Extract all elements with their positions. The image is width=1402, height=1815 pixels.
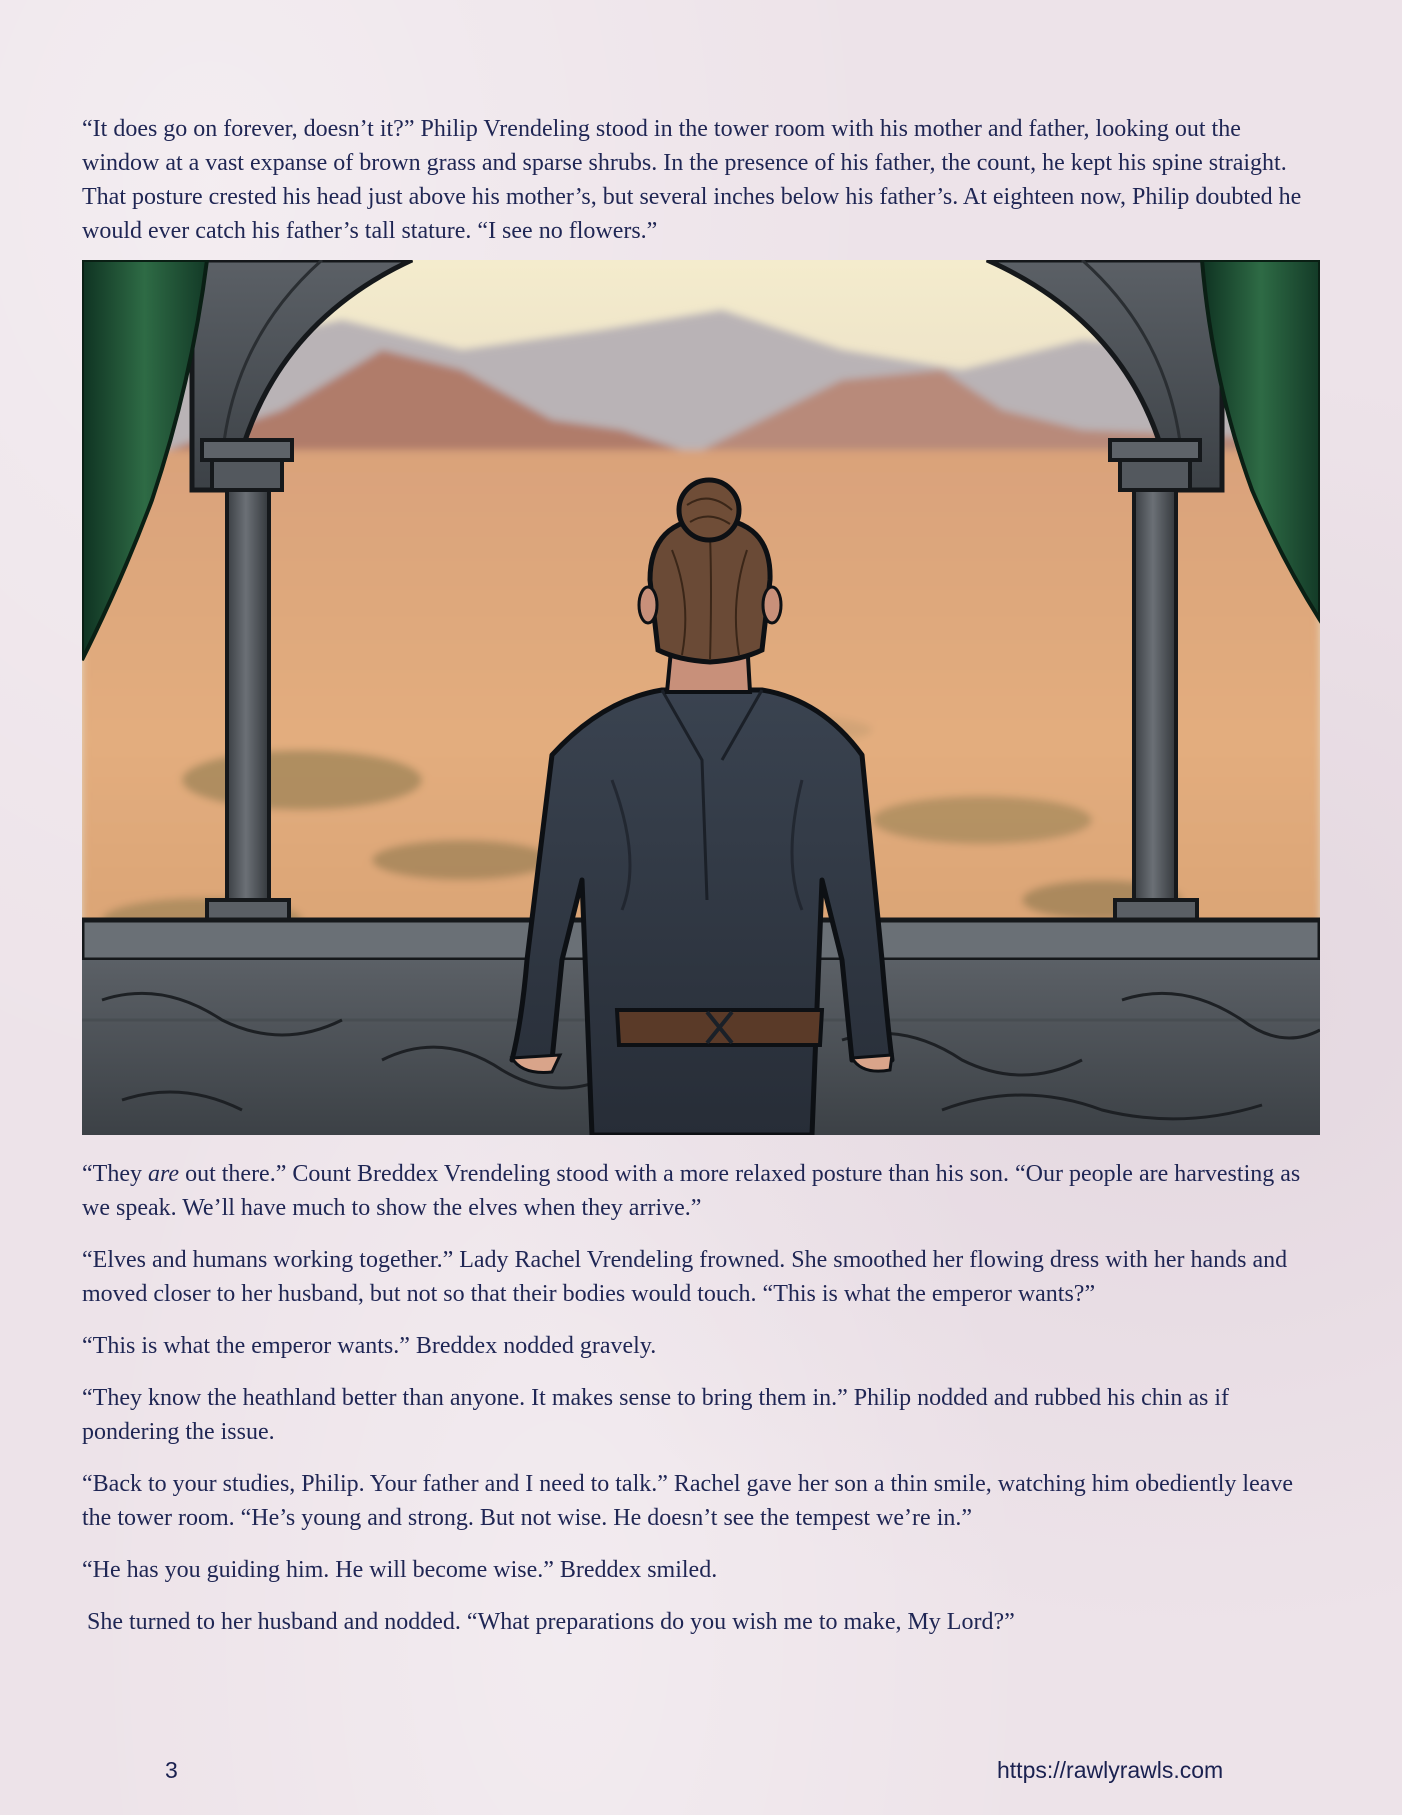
story-paragraph-3: “Elves and humans working together.” Lady Rachel Vrendeling frowned. She smoothed her flowing dress with her hands and moved closer to her husband, but not so that their bodies would touch. “This is what the emperor wants?”: [82, 1247, 1288, 1307]
story-paragraph-6: “Back to your studies, Philip. Your father and I need to talk.” Rachel gave her son a thin smile, watching him obediently leave the tower room. “He’s young and strong. But not wise. He doesn’t see the tempest we’re in.”: [82, 1471, 1294, 1531]
balcony-illustration: [82, 260, 1320, 1135]
paragraph-2-opening: “They: [82, 1161, 148, 1187]
story-paragraph-1: “It does go on forever, doesn’t it?” Philip Vrendeling stood in the tower room with his mother and father, looking out the window at a vast expanse of brown grass and sparse shrubs. In the presence of his father, the count, he kept his spine straight. That posture crested his head just above his mother’s, but several inches below his father’s. At eighteen now, Philip doubted he would ever catch his father’s tall stature. “I see no flowers.”: [82, 116, 1302, 244]
story-page: [82, 112, 1322, 1657]
emphasized-word: are: [147, 1161, 180, 1187]
paragraph-2-rest: out there.” Count Breddex Vrendeling stood with a more relaxed posture than his son. “Our people are harvesting as we speak. We’ll have much to show the elves when they arrive.”: [82, 1161, 1301, 1221]
page-number: 3: [165, 1757, 178, 1783]
story-paragraph-5: “They know the heathland better than anyone. It makes sense to bring them in.” Philip nodded and rubbed his chin as if pondering the issue.: [82, 1385, 1230, 1445]
story-paragraph-7: “He has you guiding him. He will become wise.” Breddex smiled.: [82, 1557, 718, 1583]
story-paragraph-8: She turned to her husband and nodded. “What preparations do you wish me to make, My Lord?”: [87, 1609, 1015, 1635]
story-paragraph-4: “This is what the emperor wants.” Breddex nodded gravely.: [82, 1333, 657, 1359]
story-paragraph-2: [82, 1157, 1322, 1225]
site-url-link[interactable]: https://rawlyrawls.com: [997, 1757, 1224, 1783]
